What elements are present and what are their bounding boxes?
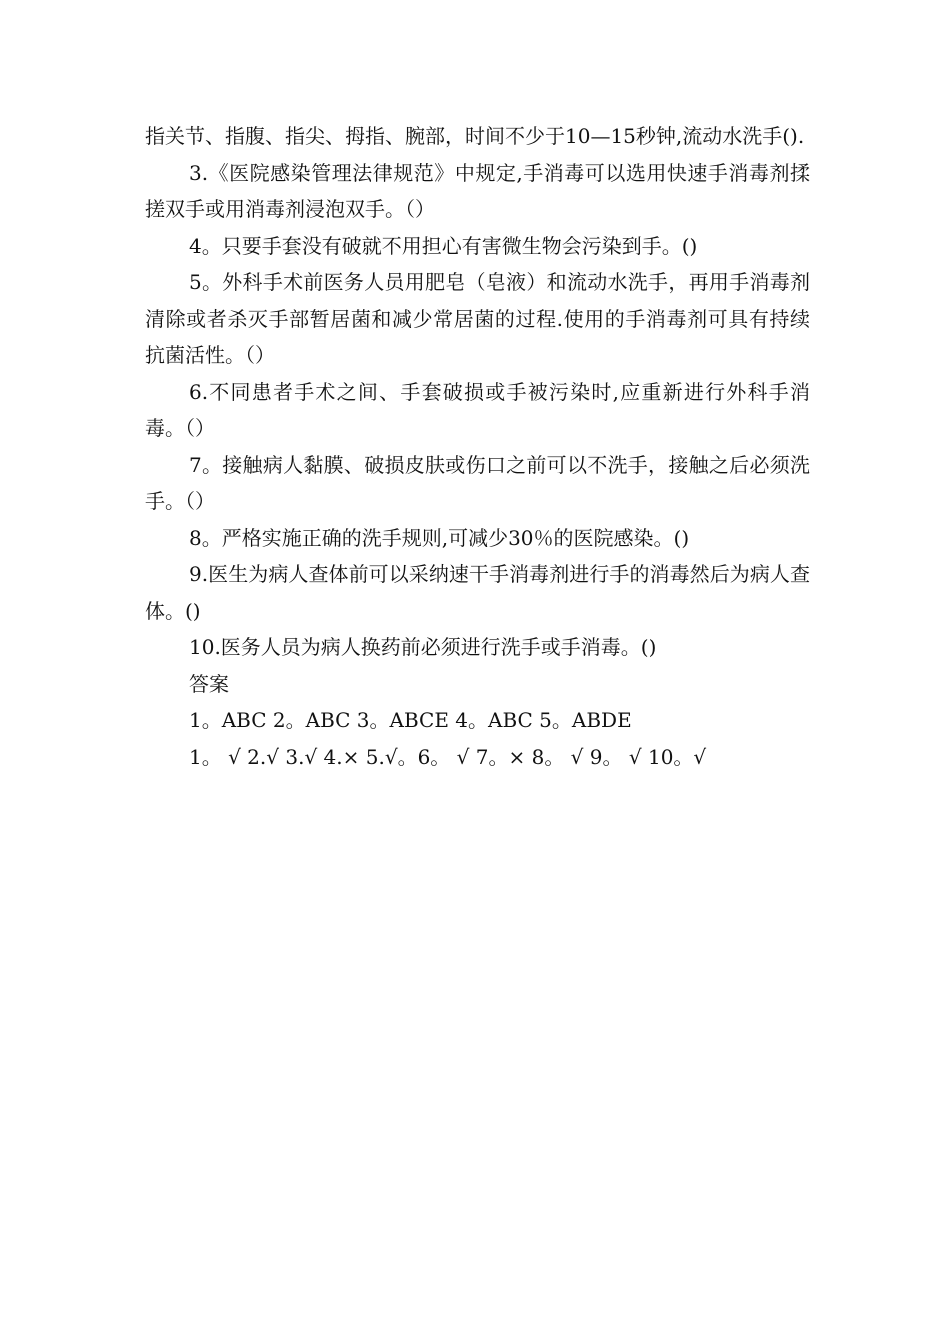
answers-multiple-choice: 1。ABC 2。ABC 3。ABCE 4。ABC 5。ABDE: [189, 708, 632, 732]
question-8: 8。严格实施正确的洗手规则,可减少30％的医院感染。(): [189, 525, 690, 550]
answers-heading: 答案: [189, 671, 229, 696]
answers-true-false: 1。 √ 2.√ 3.√ 4.× 5.√。6。 √ 7。× 8。 √ 9。 √ 10。√: [189, 744, 707, 769]
question-10: 10.医务人员为病人换药前必须进行洗手或手消毒。(): [189, 635, 657, 659]
question-4: 4。只要手套没有破就不用担心有害微生物会污染到手。(): [189, 233, 698, 258]
document-body: [145, 118, 810, 775]
question-3: 3.《医院感染管理法律规范》中规定,手消毒可以选用快速手消毒剂揉搓双手或用消毒剂浸泡双手。（）: [145, 160, 810, 221]
question-6: 6.不同患者手术之间、手套破损或手被污染时,应重新进行外科手消毒。（）: [145, 379, 810, 440]
paragraph-continuation: 指关节、指腹、指尖、拇指、腕部，时间不少于10—15秒钟,流动水洗手().: [145, 124, 805, 148]
question-5: 5。外科手术前医务人员用肥皂（皂液）和流动水洗手，再用手消毒剂清除或者杀灭手部暂居菌和减少常居菌的过程.使用的手消毒剂可具有持续抗菌活性。（）: [145, 270, 810, 367]
question-7: 7。接触病人黏膜、破损皮肤或伤口之前可以不洗手，接触之后必须洗手。（）: [145, 452, 810, 513]
question-9: 9.医生为病人查体前可以采纳速干手消毒剂进行手的消毒然后为病人查体。(): [145, 562, 810, 623]
